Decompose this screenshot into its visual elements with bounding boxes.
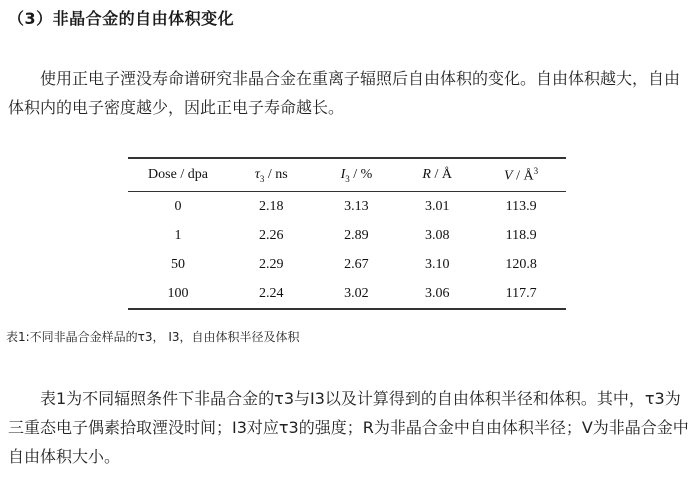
- cell-i3: 3.02: [315, 279, 399, 309]
- cell-i3: 2.67: [344, 256, 369, 272]
- cell-v: 117.7: [476, 279, 566, 309]
- table-row: [128, 192, 566, 222]
- explanation-paragraph: [8, 384, 692, 471]
- cell-r: 3.10: [424, 256, 450, 272]
- cell-v: 113.9: [505, 198, 537, 214]
- explanation-paragraph-text: 表1为不同辐照条件下非晶合金的τ3与I3以及计算得到的自由体积半径和体积。其中，τ3为三重态电子偶素拾取湮没时间；I3对应τ3的强度；R为非晶合金中自由体积半径；V为非晶合金中自由体积大小。: [8, 389, 689, 466]
- cell-i3: 2.89: [344, 227, 369, 243]
- cell-tau3: 2.24: [228, 279, 315, 309]
- cell-dose: 0: [174, 198, 182, 214]
- cell-r: 3.08: [424, 227, 450, 243]
- table-header-row: [128, 158, 566, 192]
- cell-v: 120.8: [505, 256, 537, 272]
- cell-tau3: 2.18: [259, 198, 284, 214]
- header-r: R / Å: [398, 158, 476, 192]
- header-dose: Dose / dpa: [128, 158, 228, 192]
- cell-tau3: 2.29: [259, 256, 284, 272]
- header-v: V / $Å^3$: [476, 158, 566, 192]
- header-tau3: $\tau_3$ / ns: [228, 158, 315, 192]
- section-heading: （3）非晶合金的自由体积变化: [8, 9, 235, 28]
- cell-dose: 50: [171, 256, 185, 272]
- free-volume-table: [128, 157, 566, 310]
- cell-v: 118.9: [505, 227, 537, 243]
- cell-r: 3.01: [424, 198, 450, 214]
- table-caption: 表1:不同非晶合金样品的τ3， I3，自由体积半径及体积: [6, 330, 300, 344]
- header-i3: $I_3$ / %: [315, 158, 399, 192]
- cell-i3: 3.13: [344, 198, 369, 214]
- intro-paragraph: [8, 64, 688, 122]
- cell-dose: 1: [174, 227, 182, 243]
- cell-tau3: 2.26: [259, 227, 284, 243]
- table-row: [128, 279, 566, 309]
- table-row: [128, 221, 566, 250]
- cell-r: 3.06: [398, 279, 476, 309]
- intro-paragraph-text: 使用正电子湮没寿命谱研究非晶合金在重离子辐照后自由体积的变化。自由体积越大，自由体积内的电子密度越少，因此正电子寿命越长。: [8, 69, 681, 117]
- cell-dose: 100: [128, 279, 228, 309]
- table-row: [128, 250, 566, 279]
